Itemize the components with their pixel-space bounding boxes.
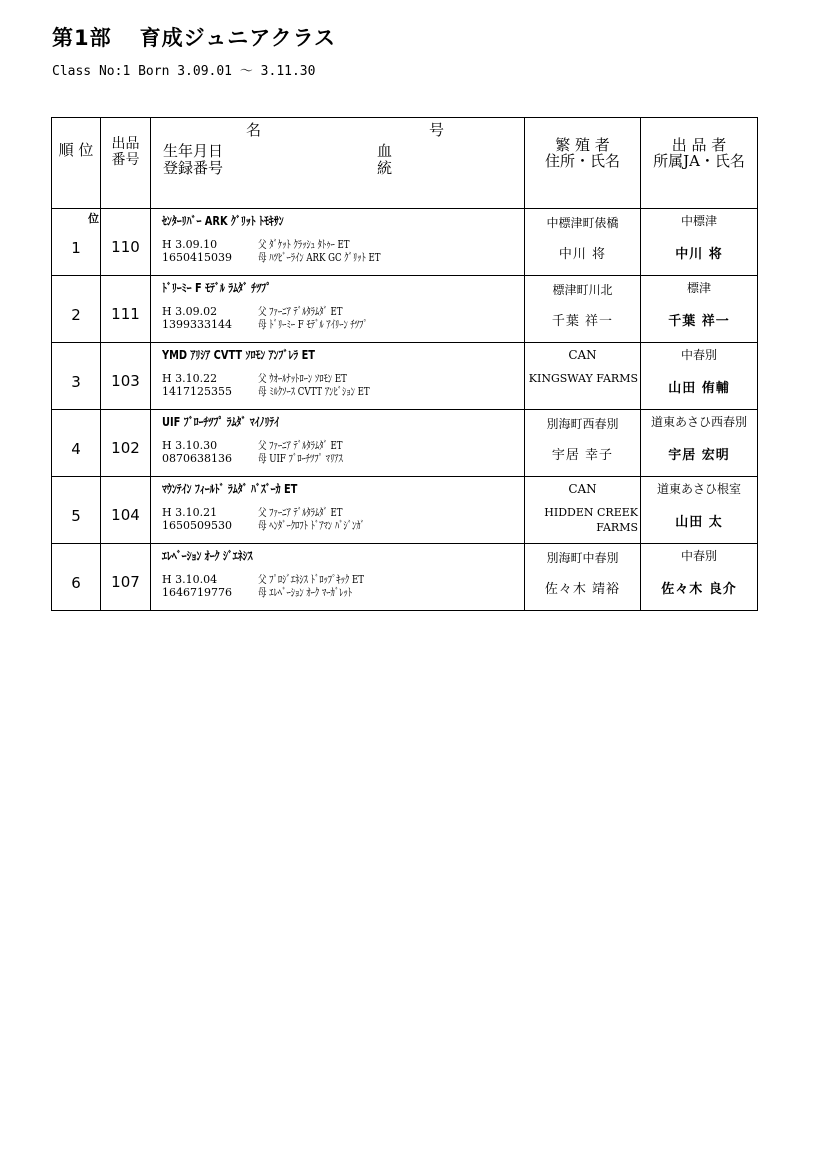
breeder-name: 宇居 幸子 [551, 448, 614, 463]
animal-name: ﾄﾞﾘｰﾐｰ F ﾓﾃﾞﾙ ﾗﾑﾀﾞ ﾁﾂﾌﾟ [162, 281, 271, 295]
reg-header: 登録番号 [163, 159, 224, 177]
dam: 母 ｴﾚﾍﾞｰｼｮﾝ ｵｰｸ ﾏｰｶﾞﾚｯﾄ [258, 586, 352, 599]
entry-number-header-line1: 出品 [111, 136, 140, 152]
registration-number: 1646719776 [162, 586, 232, 599]
breeder-cell [525, 343, 641, 410]
entry-number-cell [101, 477, 151, 544]
exhibitor-name: 宇居 宏明 [668, 448, 730, 463]
table-row [52, 276, 758, 343]
exhibitor-ja: 中標津 [680, 214, 717, 228]
exhibitor-name: 山田 侑輔 [668, 381, 730, 396]
breeder-cell [525, 276, 641, 343]
animal-name: ﾏｳﾝﾃｲﾝ ﾌｨｰﾙﾄﾞ ﾗﾑﾀﾞ ﾊﾞｽﾞｰｶ ET [162, 482, 298, 496]
exhibitor-ja: 標津 [686, 281, 711, 295]
exhibitor-header [641, 118, 758, 209]
exhibitor-cell [641, 276, 758, 343]
page-title [52, 22, 336, 52]
breeder-location: 中標津町俵橋 [546, 216, 619, 230]
table-row [52, 544, 758, 611]
breeder-name: 佐々木 靖裕 [544, 582, 621, 597]
entry-number-cell [101, 276, 151, 343]
breeder-cell [525, 477, 641, 544]
exhibitor-cell [641, 477, 758, 544]
exhibitor-cell [641, 410, 758, 477]
rank-value: 5 [71, 507, 81, 525]
entry-number: 110 [111, 238, 140, 256]
table-row [52, 477, 758, 544]
entry-number: 103 [111, 372, 140, 390]
rank-value: 1 [71, 239, 81, 257]
rank-cell [52, 410, 101, 477]
entry-number: 102 [111, 439, 140, 457]
dam: 母 ﾍﾝﾀﾞｰｸﾛﾌﾄ ﾄﾞｱﾏﾝ ﾊﾞｼﾞﾝｶﾞ [258, 519, 365, 532]
part-label: 第1部 [52, 26, 112, 50]
registration-number: 1417125355 [162, 385, 232, 398]
breeder-cell [525, 209, 641, 276]
breeder-location: CAN [568, 348, 597, 362]
birth-date: H 3.09.02 [162, 305, 218, 318]
animal-name: YMD ｱﾘｼｱ CVTT ｿﾛﾓﾝ ｱﾝﾌﾞﾚﾗ ET [162, 348, 316, 362]
breeder-location: 別海町西春別 [546, 417, 619, 431]
name-header [151, 118, 525, 209]
registration-number: 1650509530 [162, 519, 232, 532]
breeder-name: 中川 将 [558, 247, 607, 262]
registration-number: 0870638136 [162, 452, 232, 465]
exhibitor-name: 千葉 祥一 [668, 314, 730, 329]
rank-cell [52, 477, 101, 544]
exhibitor-ja: 道東あさひ西春別 [650, 415, 747, 429]
animal-info-cell [151, 544, 525, 611]
breeder-location: 標津町川北 [552, 283, 613, 297]
exhibitor-name: 佐々木 良介 [661, 582, 737, 597]
breeder-location: CAN [568, 482, 597, 496]
entry-number-cell [101, 544, 151, 611]
exhibitor-name: 山田 太 [675, 515, 723, 530]
animal-name: ｴﾚﾍﾞｰｼｮﾝ ｵｰｸ ｼﾞｴﾈｼｽ [162, 549, 253, 563]
rank-cell [52, 276, 101, 343]
breeder-name: KINGSWAY FARMS [528, 372, 638, 385]
class-info: Class No:1 Born 3.09.01 ～ 3.11.30 [52, 64, 316, 79]
rank-value: 3 [71, 373, 81, 391]
rank-cell [52, 209, 101, 276]
blood-header-2: 統 [377, 159, 393, 177]
entry-number-cell [101, 209, 151, 276]
animal-info-cell [151, 276, 525, 343]
rank-value: 6 [71, 574, 81, 592]
animal-info-cell [151, 477, 525, 544]
breeder-name: HIDDEN CREEK FARMS [544, 506, 638, 534]
table-header-row [52, 118, 758, 209]
exhibitor-cell [641, 209, 758, 276]
animal-info-cell [151, 209, 525, 276]
registration-number: 1650415039 [162, 251, 232, 264]
sire: 父 ｳｵｰﾙﾅｯﾄﾛｰﾝ ｿﾛﾓﾝ ET [258, 372, 347, 385]
table-row [52, 410, 758, 477]
breeder-header [525, 118, 641, 209]
sire: 父 ﾌﾟﾛｼﾞｴﾈｼｽ ﾄﾞﾛｯﾌﾟｷｯｸ ET [258, 573, 364, 586]
exhibitor-ja: 中春別 [680, 549, 717, 563]
entry-number-header-line2: 番号 [111, 152, 140, 168]
dob-header: 生年月日 [163, 142, 224, 160]
sire: 父 ﾌｧｰﾆｱ ﾃﾞﾙﾀﾗﾑﾀﾞ ET [258, 305, 343, 318]
name-header-2: 号 [429, 121, 445, 139]
dam: 母 ﾐﾙｸｿｰｽ CVTT ｱﾝﾋﾞｼｮﾝ ET [258, 385, 370, 398]
exhibitor-header-line2: 所属JA・氏名 [653, 152, 745, 170]
birth-date: H 3.10.22 [162, 372, 218, 385]
rank-cell [52, 544, 101, 611]
birth-date: H 3.10.21 [162, 506, 218, 519]
exhibitor-cell [641, 544, 758, 611]
sire: 父 ﾌｧｰﾆｱ ﾃﾞﾙﾀﾗﾑﾀﾞ ET [258, 506, 343, 519]
birth-date: H 3.09.10 [162, 238, 218, 251]
rank-label: 位 [88, 212, 99, 225]
exhibitor-ja: 道東あさひ根室 [656, 482, 741, 496]
class-name: 育成ジュニアクラス [139, 26, 336, 50]
sire: 父 ﾌｧｰﾆｱ ﾃﾞﾙﾀﾗﾑﾀﾞ ET [258, 439, 343, 452]
table-row [52, 209, 758, 276]
entry-number: 104 [111, 506, 140, 524]
animal-name: ｾﾝﾀｰﾘﾊﾞｰ ARK ｸﾞﾘｯﾄ ﾄﾓｷｻﾝ [162, 214, 284, 228]
rank-value: 2 [71, 306, 81, 324]
entry-number-cell [101, 410, 151, 477]
rank-header: 順 位 [52, 118, 101, 209]
exhibitor-header-line1: 出 品 者 [671, 136, 727, 154]
blood-header-1: 血 [377, 142, 393, 160]
birth-date: H 3.10.04 [162, 573, 218, 586]
entry-number: 107 [111, 573, 140, 591]
rank-cell [52, 343, 101, 410]
animal-info-cell [151, 343, 525, 410]
registration-number: 1399333144 [162, 318, 232, 331]
entry-table [51, 117, 758, 611]
entry-number-cell [101, 343, 151, 410]
animal-name: UIF ﾌﾞﾛｰﾁﾂﾌﾟ ﾗﾑﾀﾞ ﾏｲﾉﾘﾃｲ [162, 415, 280, 429]
breeder-header-line2: 住所・氏名 [544, 152, 620, 170]
birth-date: H 3.10.30 [162, 439, 218, 452]
dam: 母 ﾊﾂﾋﾞｰﾗｲﾝ ARK GC ｸﾞﾘｯﾄ ET [258, 251, 381, 264]
dam: 母 UIF ﾌﾞﾛｰﾁﾂﾌﾟ ﾏﾘｱｽ [258, 452, 343, 465]
animal-info-cell [151, 410, 525, 477]
sire: 父 ﾀﾞｹｯﾄ ｸﾗｯｼｭ ﾀﾄｩｰ ET [258, 238, 350, 251]
exhibitor-name: 中川 将 [675, 247, 723, 262]
exhibitor-cell [641, 343, 758, 410]
table-row [52, 343, 758, 410]
entry-number-header [101, 118, 151, 209]
breeder-cell [525, 544, 641, 611]
dam: 母 ﾄﾞﾘｰﾐｰ F ﾓﾃﾞﾙ ｱｲﾘｰﾝ ﾁﾂﾌﾟ [258, 318, 368, 331]
breeder-name: 千葉 祥一 [551, 314, 614, 329]
breeder-cell [525, 410, 641, 477]
breeder-header-line1: 繁 殖 者 [555, 136, 610, 154]
rank-value: 4 [71, 440, 81, 458]
name-header-1: 名 [246, 121, 262, 139]
breeder-location: 別海町中春別 [546, 551, 619, 565]
exhibitor-ja: 中春別 [680, 348, 717, 362]
entry-number: 111 [111, 305, 140, 323]
